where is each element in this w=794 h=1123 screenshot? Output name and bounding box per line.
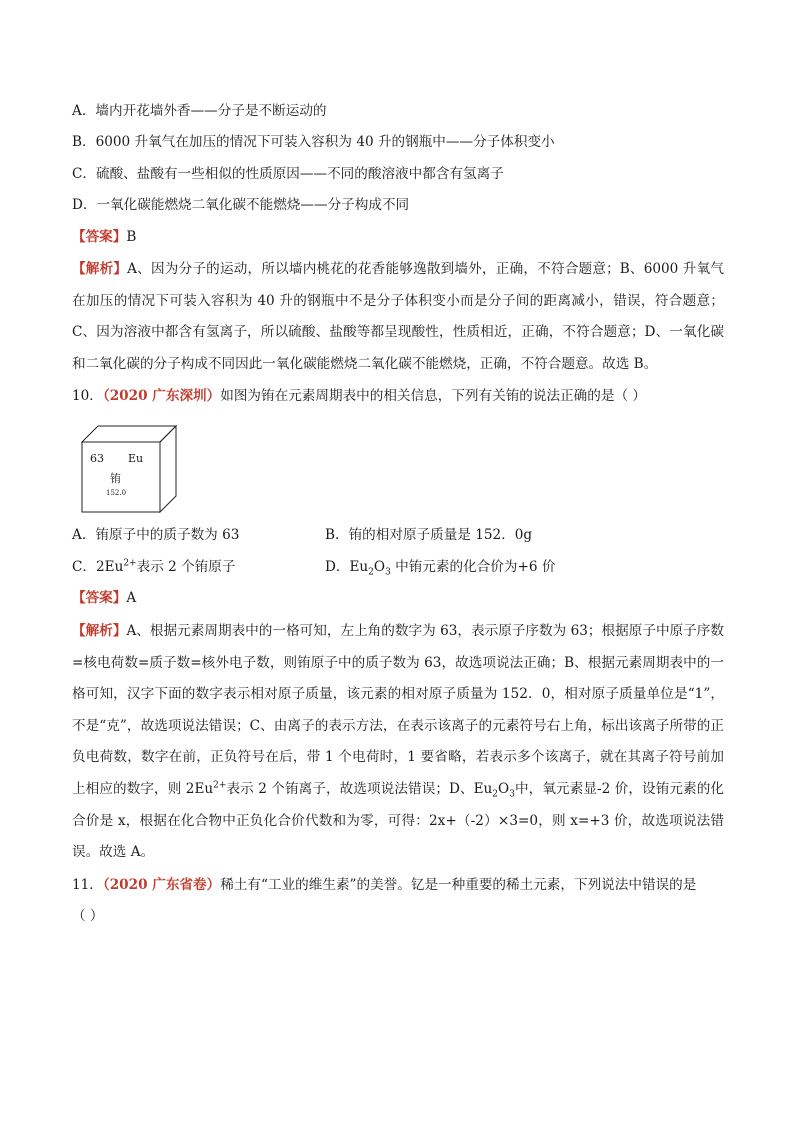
analysis-text: A、因为分子的运动，所以墙内桃花的花香能够逸散到墙外，正确，不符合题意；B、6000 升氧气在加压的情况下可装入容积为 40 升的钢瓶中不是分子体积变小而是分子间的距离减小，错误，符合题意；C、因为溶液中都含有氢离子，所以硫酸、盐酸等都呈现酸性，性质相近，正确，不符合题意；D、一氧化碳和二氧化碳的分子构成不同因此一氧化碳能燃烧二氧化碳不能燃烧，正确，不符合题意。故选 B。 (72, 261, 724, 372)
element-symbol: Eu (128, 452, 144, 465)
question-text: 如图为铕在元素周期表中的相关信息，下列有关铕的说法正确的是（ ） (220, 388, 646, 404)
question-source: （2020 广东省卷） (102, 877, 221, 893)
q10-answer (72, 588, 136, 608)
q10-option-c: C．$2Eu^{2+}$表示 2 个铕原子 (72, 558, 236, 575)
q11-answer-blank: （ ） (72, 908, 104, 924)
question-number: 10． (72, 388, 103, 404)
q10-options-row-1 (72, 525, 533, 545)
q10-option-a: A．铕原子中的质子数为 63 (72, 527, 240, 543)
answer-tag: 【答案】 (72, 590, 127, 606)
q9-analysis (72, 254, 724, 380)
q9-answer (72, 227, 136, 247)
q10-stem (72, 386, 646, 406)
q11-stem (72, 875, 696, 895)
q9-option-c: C．硫酸、盐酸有一些相似的性质原因——不同的酸溶液中都含有氢离子 (72, 166, 504, 182)
question-source: （2020 广东深圳） (102, 388, 221, 404)
q10-options-row-2 (72, 557, 556, 578)
analysis-tag: 【解析】 (72, 623, 127, 639)
question-number: 11． (72, 877, 103, 893)
q10-option-d: D．$Eu_2O_3$ 中铕元素的化合价为+6 价 (325, 559, 556, 578)
answer-value: A (126, 590, 137, 606)
question-text: 稀土有“工业的维生素”的美誉。钇是一种重要的稀土元素，下列说法中错误的是 (220, 877, 697, 893)
q9-option-b: B．6000 升氧气在加压的情况下可装入容积为 40 升的钢瓶中——分子体积变小 (72, 134, 555, 150)
cube-outline (80, 424, 180, 516)
analysis-tag: 【解析】 (72, 261, 128, 277)
q9-option-a: A．墙内开花墙外香——分子是不断运动的 (72, 103, 327, 119)
q10-analysis: 【解析】A、根据元素周期表中的一格可知，左上角的数字为 63，表示原子序数为 63；根据原子中原子序数=核电荷数=质子数=核外电子数，则铕原子中的质子数为 63，故选项说法正确；B、根据元素周期表中的一格可知，汉字下面的数字表示相对原子质量，该元素的相对原子质量为 152．0，相对原子质量单位是“1”，不是“克”，故选项说法错误；C、由离子的表示方法，在表示该离子的元素符号右上角，标出该离子所带的正负电荷数，数字在前，正负符号在后，带 1 个电荷时，1 要省略，若表示多个该离子，就在其离子符号前加上相应的数字，则 $2Eu^{2+}$表示 2 个铕离子，故选项说法错误；D、$Eu_2O_3$中，氧元素显-2 价，设铕元素的化合价是 x，根据在化合物中正负化合价代数和为零，可得：2x+（-2）×3=0，则 x=+3 价，故选项说法错误。故选 A。 (72, 623, 724, 861)
q10-option-b: B．铕的相对原子质量是 152．0g (325, 527, 533, 543)
answer-value: B (126, 229, 137, 245)
atomic-number: 63 (90, 452, 104, 465)
q9-option-d: D．一氧化碳能燃烧二氧化碳不能燃烧——分子构成不同 (72, 197, 410, 213)
atomic-mass: 152.0 (106, 489, 127, 497)
element-cell-figure (80, 424, 180, 516)
answer-tag: 【答案】 (72, 229, 127, 245)
element-name: 铕 (110, 472, 121, 485)
